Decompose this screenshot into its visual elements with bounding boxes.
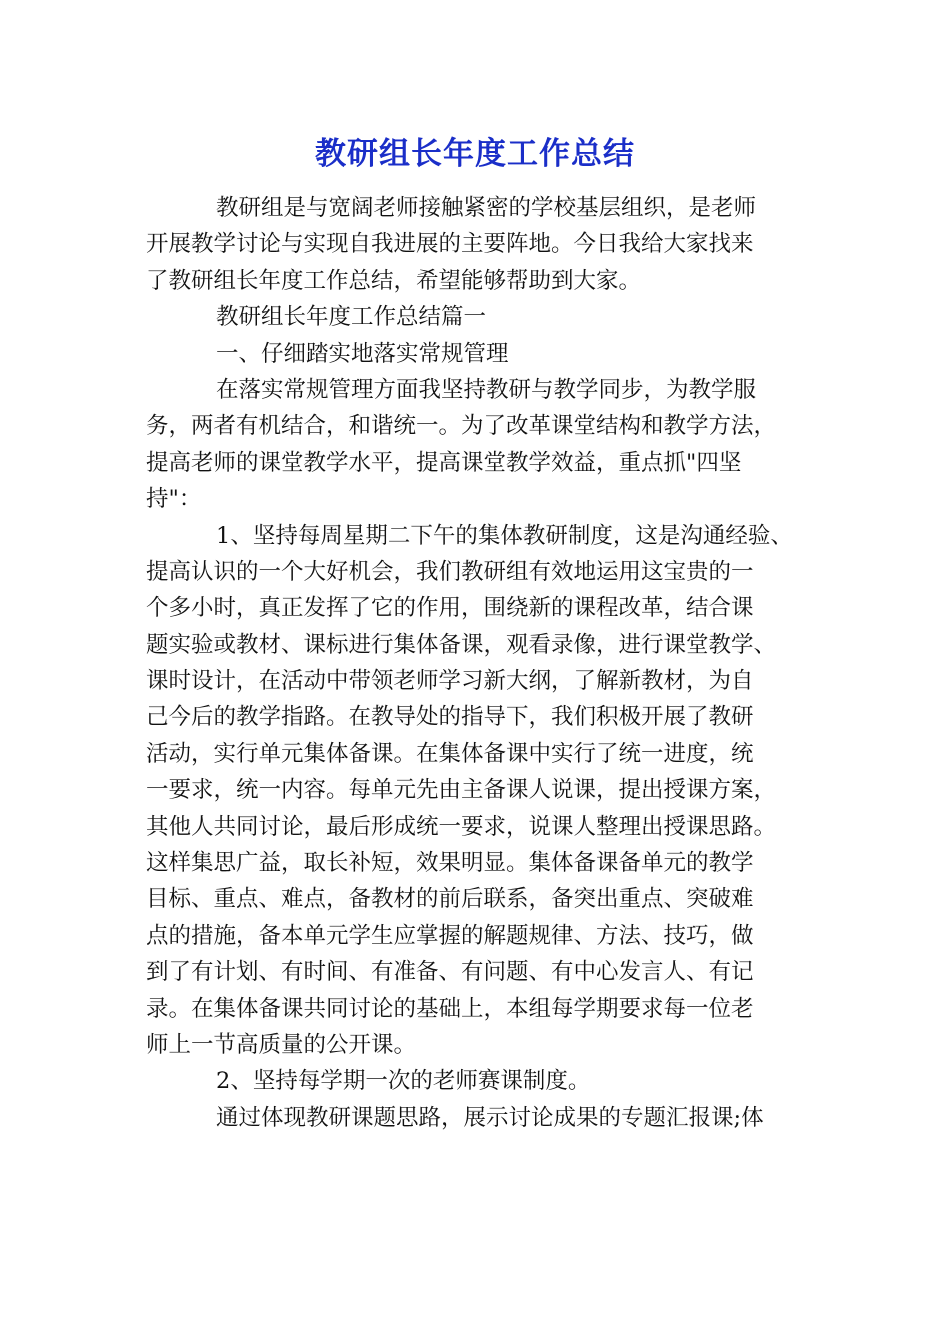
text-line: 提高认识的一个大好机会，我们教研组有效地运用这宝贵的一	[146, 558, 754, 585]
text-line: 题实验或教材、课标进行集体备课，观看录像，进行课堂教学、	[146, 631, 777, 658]
text-line: 这样集思广益，取长补短，效果明显。集体备课备单元的教学	[146, 850, 754, 877]
text-line: 点的措施，备本单元学生应掌握的解题规律、方法、技巧，做	[146, 922, 754, 949]
text-line: 一、仔细踏实地落实常规管理	[216, 340, 509, 367]
text-line: 在落实常规管理方面我坚持教研与教学同步，为教学服	[216, 376, 757, 403]
text-line: 到了有计划、有时间、有准备、有问题、有中心发言人、有记	[146, 959, 754, 986]
text-line: 提高老师的课堂教学水平，提高课堂教学效益，重点抓"四坚	[146, 449, 742, 476]
text-line: 2、坚持每学期一次的老师赛课制度。	[216, 1068, 591, 1095]
text-line: 务，两者有机结合，和谐统一。为了改革课堂结构和教学方法，	[146, 413, 777, 440]
text-line: 活动，实行单元集体备课。在集体备课中实行了统一进度，统	[146, 740, 754, 767]
document-body	[146, 190, 826, 1136]
text-line: 1、坚持每周星期二下午的集体教研制度，这是沟通经验、	[216, 522, 793, 549]
document-title: 教研组长年度工作总结	[315, 136, 635, 172]
text-line: 录。在集体备课共同讨论的基础上，本组每学期要求每一位老	[146, 995, 754, 1022]
text-line: 教研组是与宽阔老师接触紧密的学校基层组织，是老师	[216, 195, 757, 221]
text-line: 持"：	[146, 486, 202, 513]
text-line: 其他人共同讨论，最后形成统一要求，说课人整理出授课思路。	[146, 813, 777, 840]
text-line: 了教研组长年度工作总结，希望能够帮助到大家。	[146, 267, 642, 294]
text-line: 教研组长年度工作总结篇一	[216, 304, 487, 331]
text-line: 开展教学讨论与实现自我进展的主要阵地。今日我给大家找来	[146, 231, 754, 258]
text-line: 一要求，统一内容。每单元先由主备课人说课，提出授课方案，	[146, 777, 777, 804]
text-line: 己今后的教学指路。在教导处的指导下，我们积极开展了教研	[146, 704, 754, 731]
text-line: 课时设计，在活动中带领老师学习新大纲，了解新教材，为自	[146, 668, 754, 695]
text-line: 目标、重点、难点，备教材的前后联系，备突出重点、突破难	[146, 886, 754, 913]
text-line: 个多小时，真正发挥了它的作用，围绕新的课程改革，结合课	[146, 595, 754, 622]
text-line: 通过体现教研课题思路，展示讨论成果的专题汇报课;体	[216, 1104, 764, 1131]
text-line: 师上一节高质量的公开课。	[146, 1031, 417, 1058]
